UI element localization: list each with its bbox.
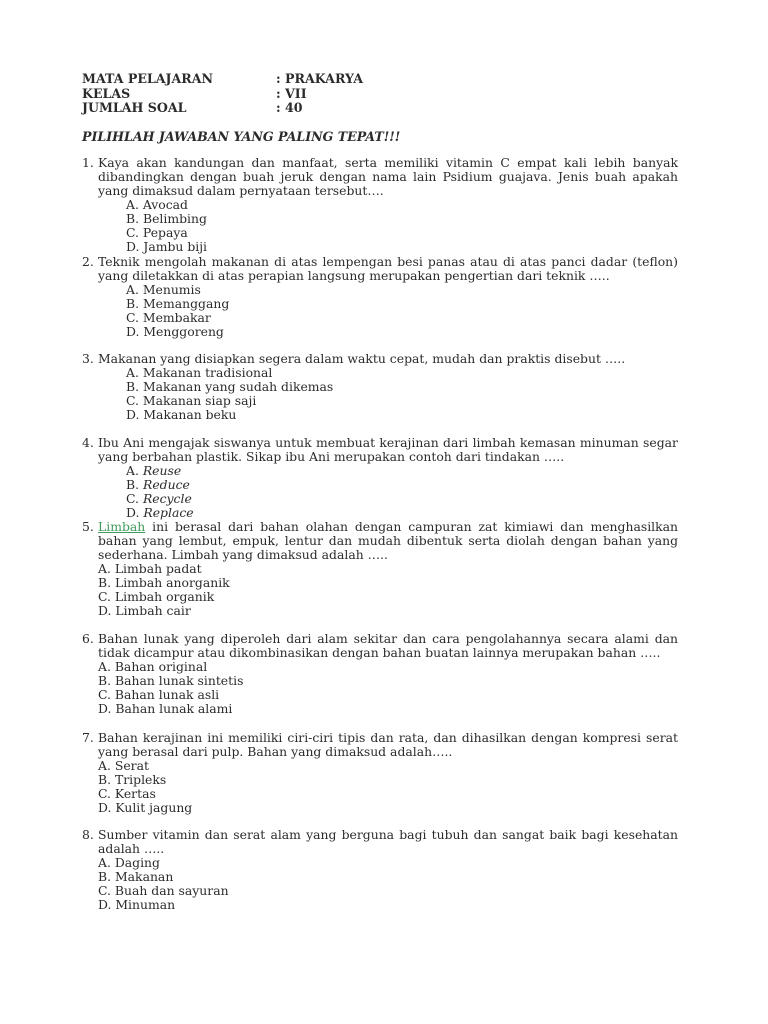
question-text-body: ini berasal dari bahan olahan dengan campuran zat kimiawi dan menghasilkan bahan yang lembut, empuk, lentur dan mudah dibentuk serta diolah dengan bahan yang sederhana. Limbah yang dimaksud adalah …..	[98, 519, 678, 562]
question-7	[82, 731, 678, 815]
option-b: B. Makanan	[98, 869, 174, 884]
question-text: Ibu Ani mengajak siswanya untuk membuat kerajinan dari limbah kemasan minuman segar yang berbahan plastik. Sikap ibu Ani merupakan contoh dari tindakan …..	[98, 435, 678, 464]
option-list	[98, 660, 678, 716]
option-c	[126, 492, 678, 506]
question-2	[82, 255, 678, 339]
option-b	[126, 478, 678, 492]
option-a: A. Makanan tradisional	[126, 365, 273, 380]
header-label: KELAS	[82, 85, 131, 101]
question-3	[82, 352, 678, 422]
option-d: D. Makanan beku	[126, 407, 237, 422]
header-row-question-count	[82, 101, 363, 116]
question-number: 1.	[82, 155, 94, 170]
option-d: D. Menggoreng	[126, 324, 224, 339]
option-a	[126, 464, 678, 478]
question-text: Teknik mengolah makanan di atas lempengan besi panas atau di atas panci dadar (teflon) yang diletakkan di atas perapian langsung merupakan pengertian dari teknik …..	[98, 254, 678, 283]
option-word: Replace	[143, 505, 194, 520]
option-b: B. Limbah anorganik	[98, 575, 230, 590]
option-c: C. Buah dan sayuran	[98, 883, 229, 898]
header-row-subject	[82, 72, 363, 87]
header-value: : PRAKARYA	[276, 71, 363, 86]
option-letter: C.	[126, 491, 139, 506]
option-b: B. Bahan lunak sintetis	[98, 673, 244, 688]
question-text: Kaya akan kandungan dan manfaat, serta memiliki vitamin C empat kali lebih banyak dibandingkan dengan buah jeruk dengan nama lain Psidium guajava. Jenis buah apakah yang dimaksud dalam pernyataan tersebut….	[98, 155, 678, 198]
option-list	[98, 759, 678, 815]
question-text: Bahan lunak yang diperoleh dari alam sekitar dan cara pengolahannya secara alami dan tidak dicampur atau dikombinasikan dengan bahan buatan lainnya merupakan bahan …..	[98, 631, 678, 660]
option-letter: B.	[126, 477, 140, 492]
question-number: 6.	[82, 631, 94, 646]
question-8	[82, 828, 678, 912]
option-word: Recycle	[142, 491, 192, 506]
option-a: A. Bahan original	[98, 659, 208, 674]
option-word: Reuse	[142, 463, 182, 478]
option-a: A. Serat	[98, 758, 149, 773]
question-number: 2.	[82, 254, 94, 269]
question-5	[82, 520, 678, 618]
instruction: PILIHLAH JAWABAN YANG PALING TEPAT!!!	[82, 129, 401, 144]
option-d: D. Minuman	[98, 897, 176, 912]
question-number: 8.	[82, 827, 94, 842]
option-list	[126, 366, 678, 422]
question-6	[82, 632, 678, 716]
option-d: D. Kulit jagung	[98, 800, 193, 815]
option-a: A. Menumis	[126, 282, 201, 297]
question-1	[82, 156, 678, 254]
exam-header	[82, 72, 363, 116]
question-4	[82, 436, 678, 520]
option-c: C. Membakar	[126, 310, 211, 325]
header-value: : VII	[276, 85, 307, 101]
option-list	[126, 464, 678, 520]
option-c: C. Pepaya	[126, 225, 188, 240]
question-number: 4.	[82, 435, 94, 450]
header-row-class	[82, 87, 363, 102]
option-c: C. Makanan siap saji	[126, 393, 257, 408]
option-b: B. Memanggang	[126, 296, 230, 311]
question-number: 7.	[82, 730, 94, 745]
question-text: Bahan kerajinan ini memiliki ciri-ciri tipis dan rata, dan dihasilkan dengan kompresi serat yang berasal dari pulp. Bahan yang dimaksud adalah…..	[98, 730, 678, 759]
option-c: C. Bahan lunak asli	[98, 687, 220, 702]
question-text	[98, 520, 678, 562]
option-list	[126, 198, 678, 254]
header-label: JUMLAH SOAL	[82, 100, 187, 115]
option-list	[126, 283, 678, 339]
question-number: 3.	[82, 351, 94, 366]
question-text: Makanan yang disiapkan segera dalam waktu cepat, mudah dan praktis disebut …..	[98, 351, 626, 366]
option-d: D. Bahan lunak alami	[98, 701, 233, 716]
option-c: C. Kertas	[98, 786, 156, 801]
option-a: A. Daging	[98, 855, 160, 870]
header-value: : 40	[276, 100, 303, 115]
option-letter: A.	[126, 463, 139, 478]
option-list	[98, 562, 678, 618]
option-b: B. Makanan yang sudah dikemas	[126, 379, 334, 394]
option-d: D. Jambu biji	[126, 239, 208, 254]
option-letter: D.	[126, 505, 140, 520]
option-a: A. Limbah padat	[98, 561, 202, 576]
option-c: C. Limbah organik	[98, 589, 215, 604]
limbah-link[interactable]: Limbah	[98, 519, 146, 534]
option-word: Reduce	[143, 477, 190, 492]
option-d: D. Limbah cair	[98, 603, 191, 618]
question-number: 5.	[82, 519, 94, 534]
option-list	[98, 856, 678, 912]
option-d	[126, 506, 678, 520]
question-text: Sumber vitamin dan serat alam yang berguna bagi tubuh dan sangat baik bagi kesehatan adalah …..	[98, 827, 678, 856]
option-b: B. Tripleks	[98, 772, 167, 787]
header-label: MATA PELAJARAN	[82, 71, 214, 86]
option-b: B. Belimbing	[126, 211, 207, 226]
option-a: A. Avocad	[126, 197, 188, 212]
